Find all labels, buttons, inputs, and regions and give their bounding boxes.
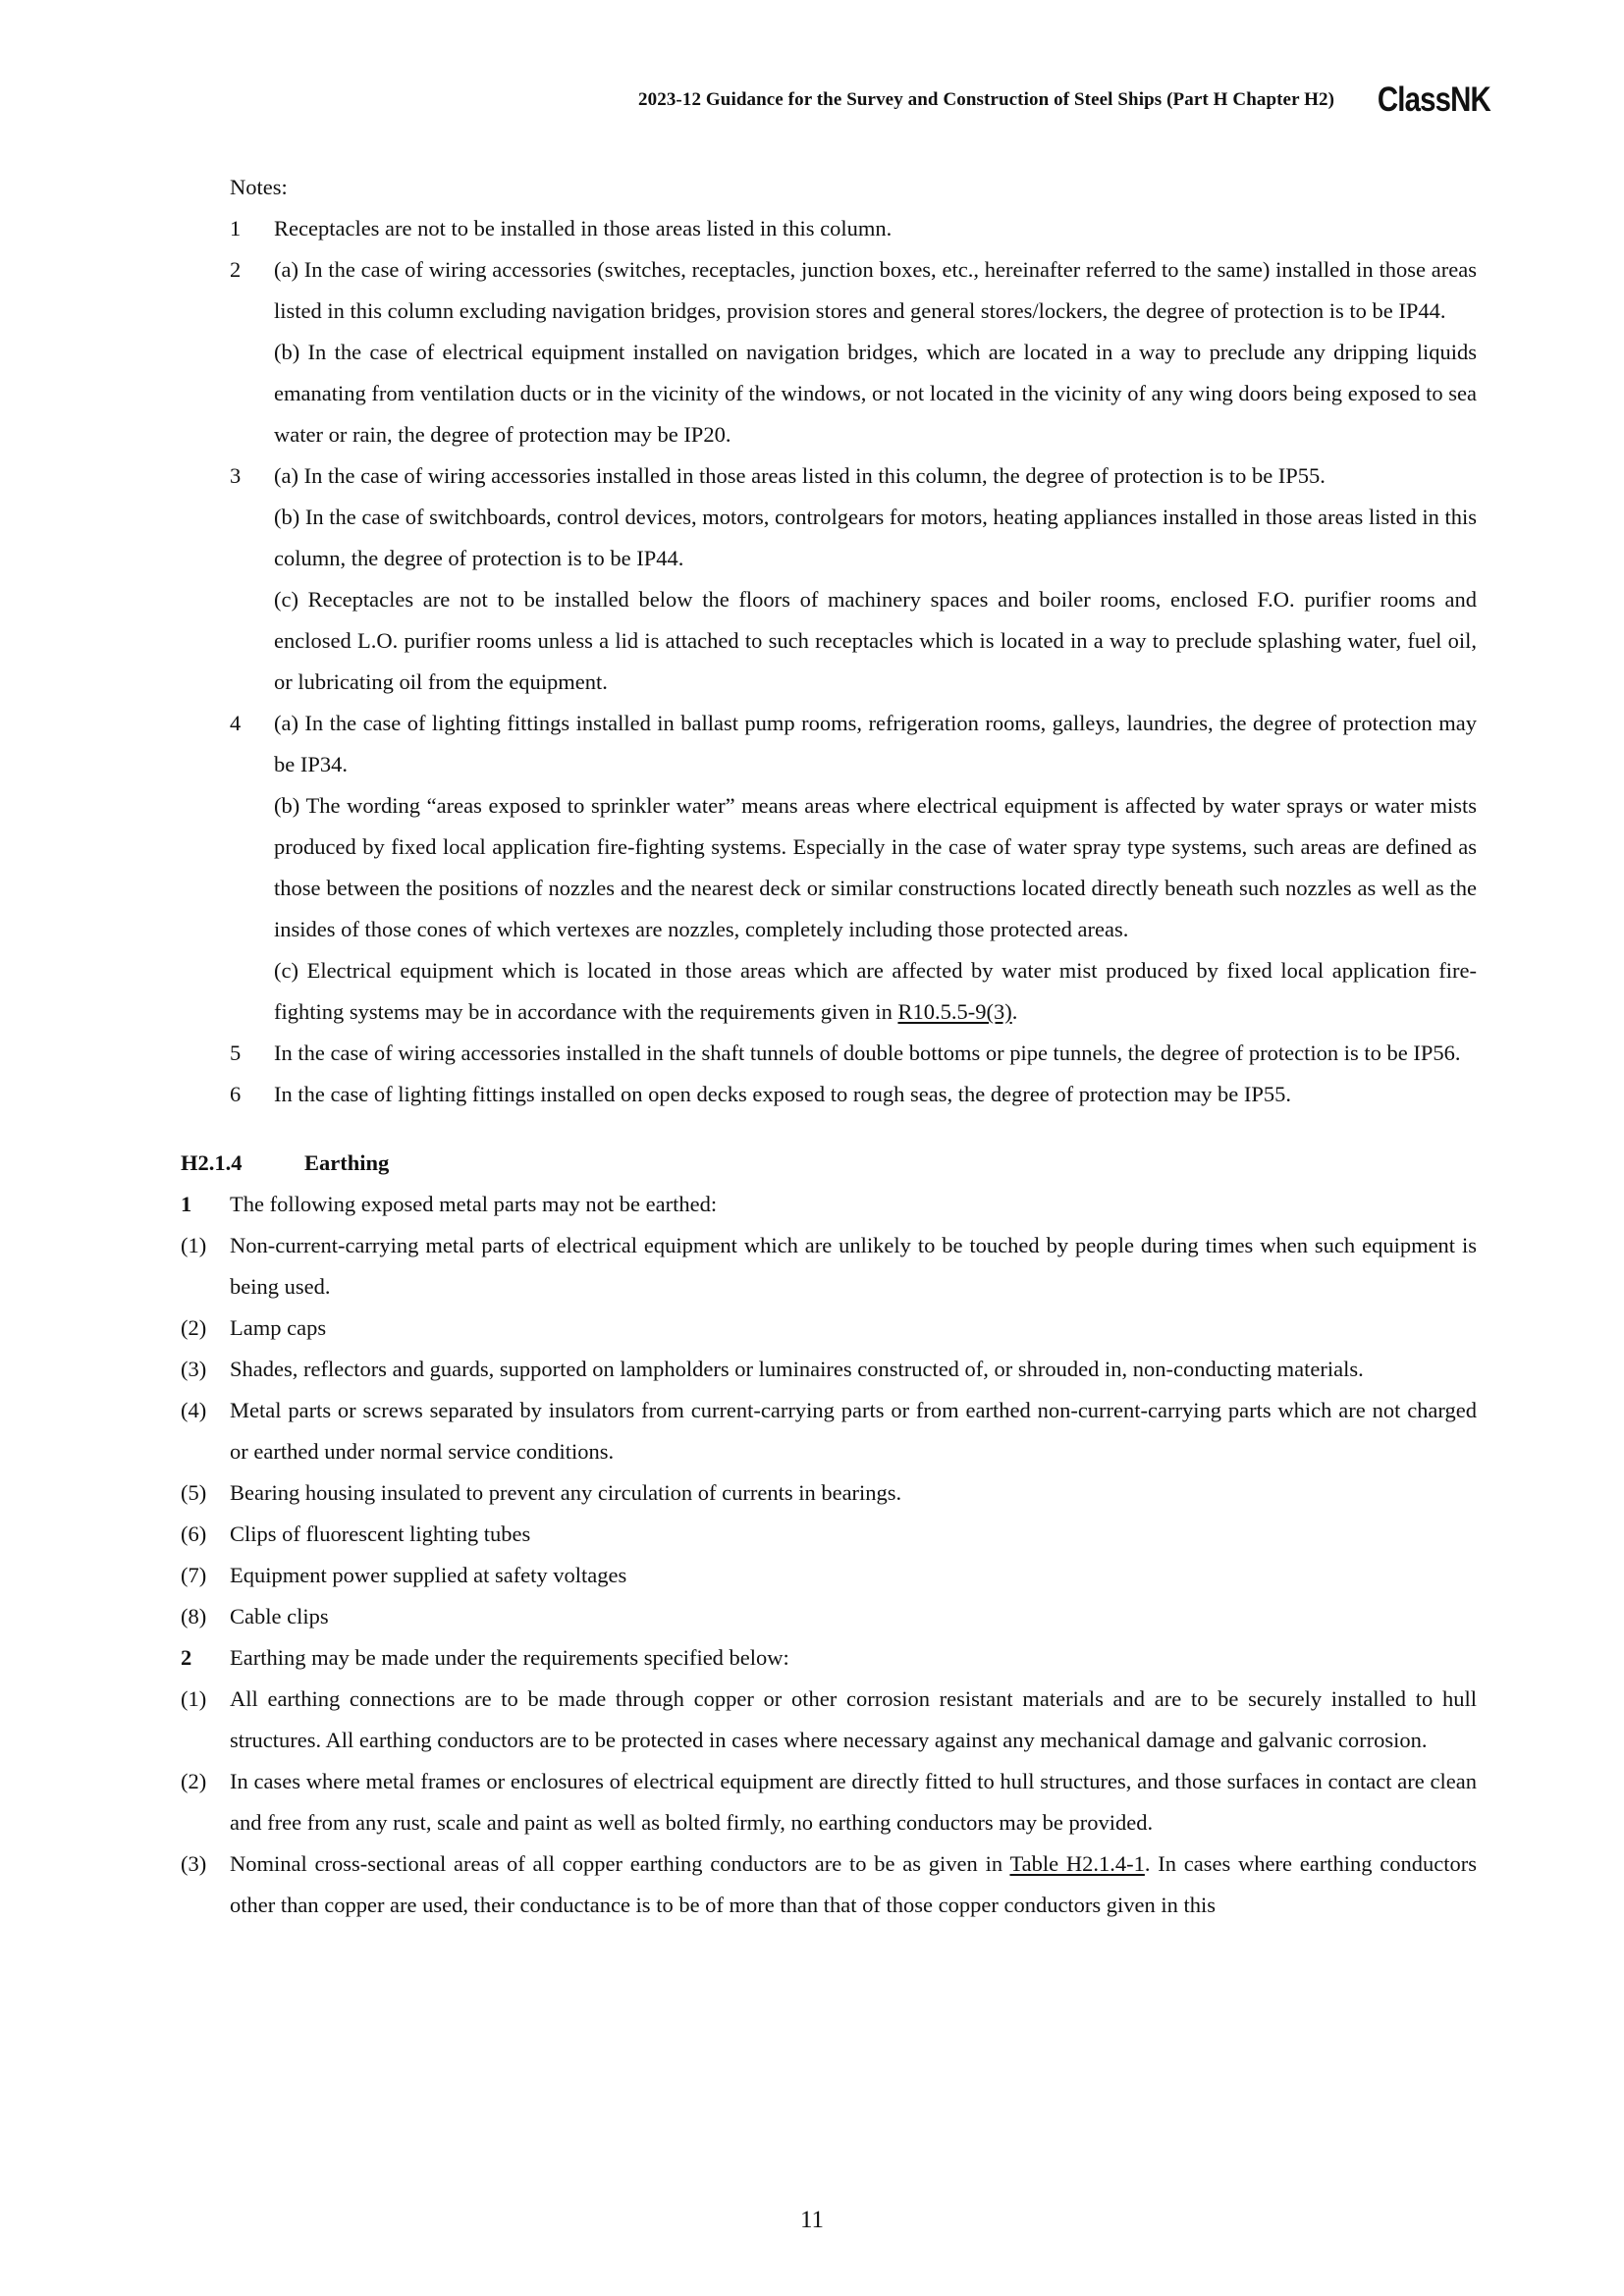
- note-item: [230, 455, 1477, 703]
- list-item: [181, 1761, 1477, 1843]
- note-item: [230, 208, 1477, 249]
- note-number: 3: [230, 463, 242, 488]
- list-text: Lamp caps: [230, 1315, 327, 1340]
- note-item: [230, 1074, 1477, 1115]
- paragraph: [181, 1637, 1477, 1679]
- reference-link[interactable]: R10.5.5-9(3): [897, 999, 1012, 1024]
- list-label: (3): [181, 1851, 207, 1876]
- paragraph-text: Earthing may be made under the requirements specified below:: [230, 1645, 789, 1670]
- list-item: [181, 1843, 1478, 1926]
- note-item: [230, 703, 1477, 1033]
- list-label: (3): [181, 1357, 207, 1381]
- note-number: 2: [230, 257, 242, 282]
- note-text: (a) In the case of lighting fittings installed in ballast pump rooms, refrigeration rooms, galleys, laundries, the degree of protection may be IP34.: [274, 711, 1477, 776]
- note-text: (b) In the case of electrical equipment installed on navigation bridges, which are located in a way to preclude any dripping liquids emanating from ventilation ducts or in the vicinity of the windows, or not located in the vicinity of any wing doors being exposed to sea water or rain, the degree of protection may be IP20.: [274, 340, 1477, 447]
- list-label: (1): [181, 1233, 207, 1257]
- note-text: In the case of wiring accessories installed in the shaft tunnels of double bottoms or pipe tunnels, the degree of protection is to be IP56.: [274, 1041, 1461, 1065]
- list-item: [181, 1390, 1477, 1472]
- paragraph-text: The following exposed metal parts may not be earthed:: [230, 1192, 718, 1216]
- note-number: 4: [230, 711, 242, 735]
- notes-title: Notes:: [230, 175, 288, 199]
- note-number: 6: [230, 1082, 242, 1106]
- list-item: [181, 1555, 1477, 1596]
- paragraph-number: 1: [181, 1192, 192, 1216]
- paragraph: [181, 1184, 1477, 1225]
- table-reference-link[interactable]: Table H2.1.4-1: [1009, 1851, 1145, 1876]
- list-item: [181, 1596, 1477, 1637]
- list-text: Nominal cross-sectional areas of all copper earthing conductors are to be as given in: [230, 1851, 1010, 1876]
- list-label: (6): [181, 1522, 207, 1546]
- list-label: (2): [181, 1769, 207, 1793]
- note-number: 1: [230, 216, 242, 240]
- section-title: Earthing: [304, 1150, 390, 1175]
- note-text: (a) In the case of wiring accessories (switches, receptacles, junction boxes, etc., hereinafter referred to the same) installed in those areas listed in this column excluding navigation bridges, provision stores and general stores/lockers, the degree of protection is to be IP44.: [274, 257, 1477, 323]
- note-text: (b) In the case of switchboards, control devices, motors, controlgears for motors, heating appliances installed in those areas listed in this column, the degree of protection is to be IP44.: [274, 505, 1477, 570]
- section-heading: [181, 1143, 1477, 1184]
- list-text: Metal parts or screws separated by insulators from current-carrying parts or from earthed non-current-carrying parts which are not charged or earthed under normal service conditions.: [230, 1398, 1477, 1464]
- list-item: [181, 1472, 1477, 1514]
- list-label: (2): [181, 1315, 207, 1340]
- list-item: [181, 1225, 1477, 1308]
- list-item: [181, 1349, 1477, 1390]
- page-header: [638, 80, 1490, 120]
- list-text: Shades, reflectors and guards, supported on lampholders or luminaires constructed of, or shrouded in, non-conducting materials.: [230, 1357, 1364, 1381]
- list-text: Non-current-carrying metal parts of electrical equipment which are unlikely to be touched by people during times when such equipment is being used.: [230, 1233, 1477, 1299]
- list-label: (1): [181, 1686, 207, 1711]
- list-label: (5): [181, 1480, 207, 1505]
- list-item: [181, 1308, 1477, 1349]
- note-text: In the case of lighting fittings installed on open decks exposed to rough seas, the degree of protection may be IP55.: [274, 1082, 1291, 1106]
- list-text: Equipment power supplied at safety voltages: [230, 1563, 627, 1587]
- section-number: H2.1.4: [181, 1150, 243, 1175]
- page-number: 11: [799, 2207, 825, 2233]
- list-item: [181, 1514, 1477, 1555]
- list-text: Bearing housing insulated to prevent any circulation of currents in bearings.: [230, 1480, 902, 1505]
- list-text: All earthing connections are to be made through copper or other corrosion resistant materials and are to be securely installed to hull structures. All earthing conductors are to be protected in cases where necessary against any mechanical damage and galvanic corrosion.: [230, 1686, 1477, 1752]
- note-text: (a) In the case of wiring accessories installed in those areas listed in this column, the degree of protection is to be IP55.: [274, 463, 1326, 488]
- list-text: Clips of fluorescent lighting tubes: [230, 1522, 531, 1546]
- note-item: [230, 249, 1477, 455]
- header-title: 2023-12 Guidance for the Survey and Construction of Steel Ships (Part H Chapter H2): [638, 89, 1335, 110]
- list-label: (7): [181, 1563, 207, 1587]
- classnk-logo: ClassNK: [1377, 80, 1490, 119]
- note-text: (c) Receptacles are not to be installed below the floors of machinery spaces and boiler rooms, enclosed F.O. purifier rooms and enclosed L.O. purifier rooms unless a lid is attached to such receptacles which is located in a way to preclude splashing water, fuel oil, or lubricating oil from the equipment.: [274, 587, 1477, 694]
- list-text: In cases where metal frames or enclosures of electrical equipment are directly fitted to hull structures, and those surfaces in contact are clean and free from any rust, scale and paint as well as bolted firmly, no earthing conductors may be provided.: [230, 1769, 1477, 1835]
- note-text: (c) Electrical equipment which is located in those areas which are affected by water mist produced by fixed local application fire-fighting systems may be in accordance with the requirements given in R10.5.5-9(3).: [274, 958, 1477, 1024]
- note-item: [230, 1033, 1477, 1074]
- list-label: (4): [181, 1398, 207, 1422]
- paragraph-number: 2: [181, 1645, 192, 1670]
- note-number: 5: [230, 1041, 242, 1065]
- document-body: [181, 167, 1478, 1926]
- note-text: Receptacles are not to be installed in those areas listed in this column.: [274, 216, 893, 240]
- list-text: Cable clips: [230, 1604, 329, 1629]
- list-text: . In cases where earthing conductors other than copper are used, their conductance is to be of more than that of those copper conductors given in this: [230, 1851, 1478, 1917]
- list-label: (8): [181, 1604, 207, 1629]
- note-text: (b) The wording “areas exposed to sprinkler water” means areas where electrical equipment is affected by water sprays or water mists produced by fixed local application fire-fighting systems. Especially in the case of water spray type systems, such areas are defined as those between the positions of nozzles and the nearest deck or similar constructions located directly beneath such nozzles as well as the insides of those cones of which vertexes are nozzles, completely including those protected areas.: [274, 793, 1477, 941]
- list-item: [181, 1679, 1477, 1761]
